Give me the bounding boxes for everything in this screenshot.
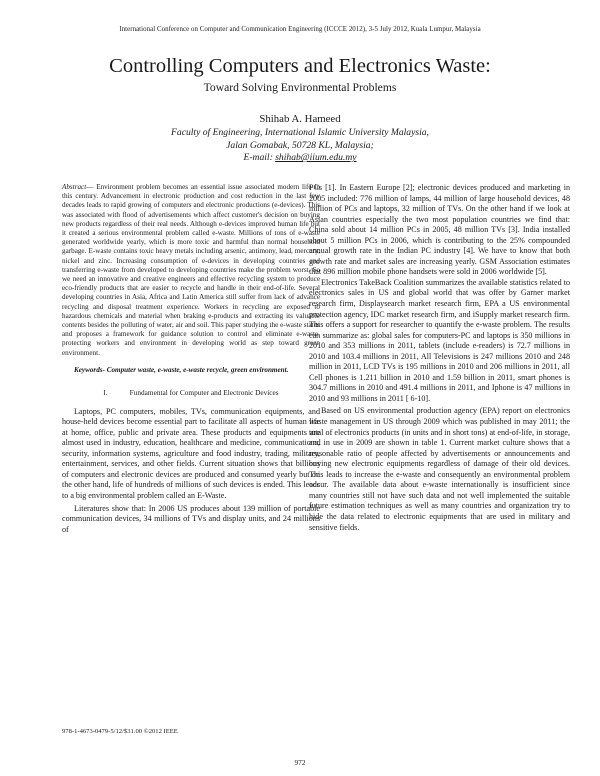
author-affiliation [0, 127, 600, 165]
abstract [62, 183, 320, 358]
page-number: 972 [294, 758, 306, 767]
right-column [309, 183, 570, 533]
section-heading [62, 388, 320, 398]
left-column [62, 183, 320, 535]
abstract-label: Abstract [62, 183, 87, 191]
author-name: Shihab A. Hameed [259, 113, 341, 125]
paper-subtitle: Toward Solving Environmental Problems [203, 81, 397, 94]
affiliation-line-1: Faculty of Engineering, International Islamic University Malaysia, [171, 127, 429, 138]
email-label: E-mail: [243, 152, 276, 164]
copyright-footer: 978-1-4673-0479-5/12/$31.00 ©2012 IEEE [62, 728, 178, 735]
section-title: Fundamental for Computer and Electronic Devices [129, 388, 279, 398]
conference-header: International Conference on Computer and Communication Engineering (ICCCE 2012), 3-5 July 2012, Kuala Lumpur, Malaysia [119, 26, 481, 33]
body-paragraph: Electronics TakeBack Coalition summarizes the available statistics related to electronics sales in US and global world that was offer by Garner market research firm, Displaysearch market research firm, EPA a US environmental protection agency, IDC market research firm, and iSupply market research firm. This offers a support for researcher to quantify the e-waste problem. The results can summarize as: global sales for computers-PC and laptops is 350 millions in 2010 and 353 millions in 2011, tablets (include e-readers) is 72.7 millions in 2010 and 103.4 millions in 2011, All Televisions is 247 millions 2010 and 248 million in 2011, LCD TVs is 195 millions in 2010 and 206 millions in 2011, all Cell phones is 1.211 billion in 2010 and 1.59 billion in 2011, smart phones is 304.7 millions in 2010 and 491.4 millions in 2011, and Iphone is 47 millions in 2010 and 93 millions in 2011 [ 6-10]. [309, 277, 570, 403]
affiliation-line-2: Jalan Gomabak, 50728 KL, Malaysia; [226, 139, 374, 151]
paper-title: Controlling Computers and Electronics Waste: [109, 55, 491, 77]
abstract-text: — Environment problem becomes an essential issue associated modern life in this century. Advancement in electronic production and cost reduction in the last few decades leads to rapid growing of computers and electronic productions (e-devices). This was associated with flood of advertisements which affect customer's decision on buying new products regardless of their real needs. Although e-devices improved human life but it created a serious environmental problem called e-waste. Millions of tons of e-waste generated worldwide yearly, which is more toxic and harmful than normal household garbage. E-waste contains toxic heavy metals including arsenic, antimony, lead, mercury, nickel and zinc. Increasing consumption of e-devices in developing countries and transferring e-waste from developed to developing countries make the problem worst. So we need an innovative and creative engineers and effective recycling system to produce eco-friendly products that are easier to recycle and handle in their end-of-life. Several developing countries in Asia, Africa and Latin America still suffer from lack of advance recycling and disposal treatment experience. Workers in recycling are exposed to hazardous chemicals and material when braking e-products and extracting its valuable contents besides the polluting of water, air and soil. This paper studying the e-waste status and proposes a framework for guidance solution to control and eliminate e-waste, protecting workers and environment in developing world as step toward green environment. [62, 183, 320, 357]
email-link[interactable]: shihab@iium.edu.my [275, 152, 357, 164]
body-paragraph: Based on US environmental production agency (EPA) report on electronics waste management in US through 2009 which was published in may 2011; the total of electronics products (in units and in short tons) at end-of-life, in storage, and in use in 2009 are shown in table 1. Current market culture shows that a reasonable ratio of people affected by advertisements or announcements and buying new electronic equipments regardless of damage of their old devices. This leads to increase the e-waste and consequently an environmental problem occur. The available data about e-waste internationally is insufficient since many countries still not have such data and not well implemented the suitable future estimation techniques as well as many countries and organization try to hide the data related to electronic equipments that are used in military and sensitive fields. [309, 406, 570, 532]
body-paragraph: Literatures show that: In 2006 US produces about 139 million of portable communication devices, 34 millions of TVs and display units, and 24 millions of [62, 503, 320, 534]
body-paragraph: PCs [1]. In Eastern Europe [2]; electronic devices produced and marketing in 2005 included: 776 million of lamps, 44 million of large household devices, 48 million of PCs and laptops, 32 million of TVs. On the other hand if we look at Asian countries especially the two most population countries we find that: China sold about 14 million PCs in 2005, 48 million TVs [3]. India installed about 5 million PCs in 2006, which is contributing to the 25% compounded annual growth rate in the Indian PC industry [4]. We have to know that both growth rate and market sales are increasing yearly. GSM Association estimates that 896 million mobile phone handsets were sold in 2006 worldwide [5]. [309, 183, 570, 277]
section-number: I. [103, 388, 108, 398]
affiliation-email-line [0, 152, 600, 165]
body-paragraph: Laptops, PC computers, mobiles, TVs, communication equipments, and house-held devices become essential part to facilitate all aspects of human life at home, office, public and private area. These products and equipments are almost used in industry, education, healthcare and medicine, communications, security, information systems, agriculture and food industry, trading, military, entertainment, services, and other fields. Current situation shows that billions of computers and electronic devices are produced and consumed yearly but on the other hand, life of hundreds of millions of such devices is ended. This leads to a big environmental problem called an E-Waste. [62, 406, 320, 501]
keywords: Keywords- Computer waste, e-waste, e-waste recycle, green environment. [74, 365, 289, 374]
